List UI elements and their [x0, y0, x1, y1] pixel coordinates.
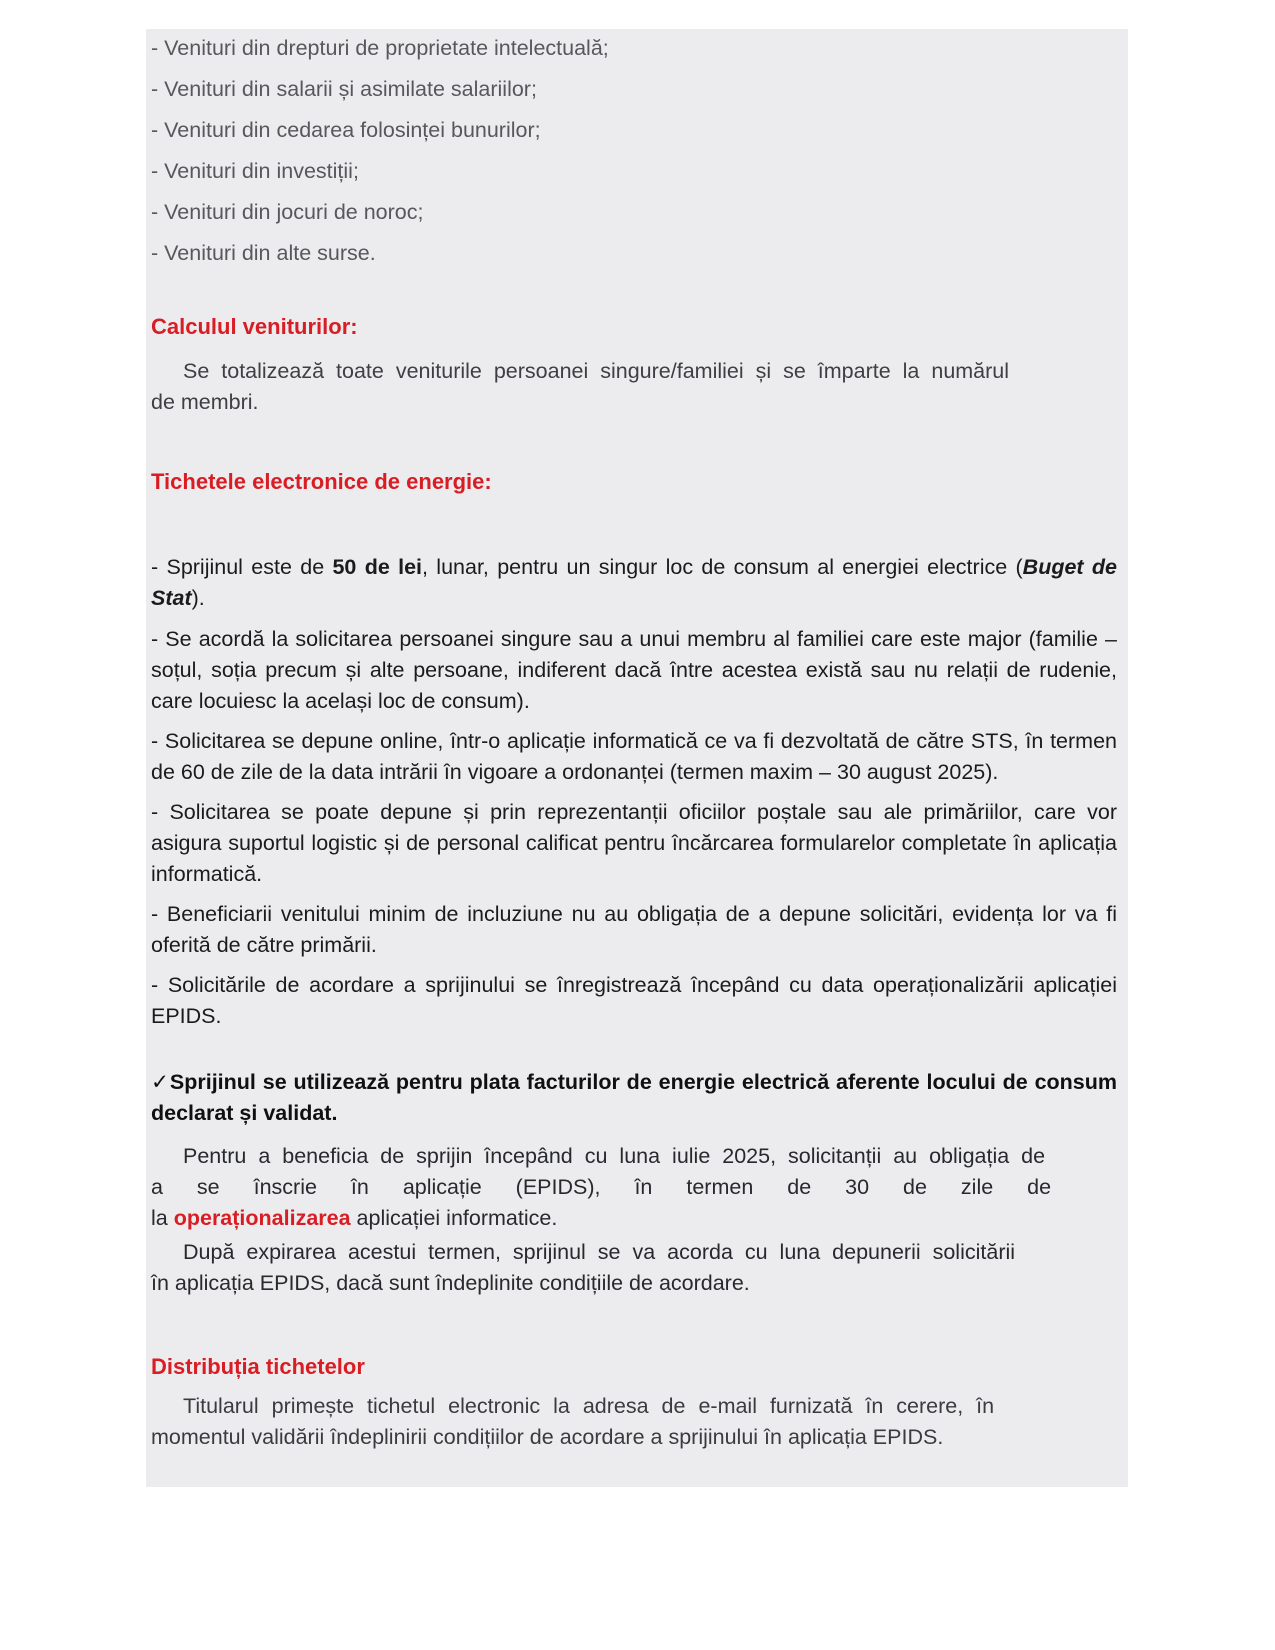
income-list-item-investments: - Venituri din investiții; — [151, 159, 359, 183]
heading-tichetele-electronice: Tichetele electronice de energie: — [151, 469, 492, 494]
paragraph-inscriere-epids — [151, 1141, 1117, 1234]
heading-calculul-veniturilor: Calculul veniturilor: — [151, 314, 358, 339]
paragraph-utilizare-sprijin — [151, 1067, 1117, 1129]
income-list-item-other-sources: - Venituri din alte surse. — [151, 241, 376, 265]
bullet-sprijin-text-mid: , lunar, pentru un singur loc de consum al energiei electrice ( — [422, 555, 1023, 579]
inscriere-line2: a se înscrie în aplicație (EPIDS), în termen de 30 de zile de — [151, 1175, 1052, 1199]
bullet-inregistrare-epids: - Solicitările de acordare a sprijinului se înregistrează începând cu data operaționalizării aplicației EPIDS. — [151, 973, 1117, 1028]
inscriere-line1: Pentru a beneficia de sprijin începând cu luna iulie 2025, solicitanții au obligația de — [183, 1144, 1046, 1168]
calcul-body-line1: Se totalizează toate veniturile persoanei singure/familiei și se împarte la numărul — [183, 359, 1010, 383]
paragraph-titular-email — [151, 1391, 1117, 1453]
bullet-sprijin-buget-bold-italic: Buget de Stat — [151, 555, 1117, 610]
inscriere-line3-end: aplicației informatice. — [350, 1206, 558, 1230]
inscriere-operationalizarea-red: operaționalizarea — [173, 1206, 351, 1230]
titular-line1: Titularul primește tichetul electronic la adresa de e-mail furnizată în cerere, în — [183, 1394, 995, 1418]
paragraph-expirare-termen — [151, 1237, 1117, 1299]
bullet-oficii-postale: - Solicitarea se poate depune și prin reprezentanții oficiilor poștale sau ale primăriilor, care vor asigura suportul logistic și de personal calificat pentru încărcarea formularelor completate în aplicația informatică. — [151, 800, 1117, 886]
expirare-line1: După expirarea acestui termen, sprijinul se va acorda cu luna depunerii solicitării — [183, 1240, 1016, 1264]
income-list-item-salaries: - Venituri din salarii și asimilate salariilor; — [151, 77, 537, 101]
income-list-item-rental: - Venituri din cedarea folosinței bunurilor; — [151, 118, 541, 142]
utilizare-bold-text: Sprijinul se utilizează pentru plata facturilor de energie electrică aferente locului de consum declarat și validat. — [151, 1070, 1118, 1125]
paragraph-calcul-body — [151, 356, 1117, 418]
bullet-sprijin-amount-bold: 50 de lei — [332, 555, 423, 579]
bullet-sprijin-text-end: ). — [191, 586, 205, 610]
inscriere-line3-start: la — [151, 1206, 174, 1230]
heading-distributia-tichetelor: Distribuția tichetelor — [151, 1354, 365, 1379]
bullet-sprijin-text-start: - Sprijinul este de — [151, 555, 333, 579]
bullet-solicitare-online: - Solicitarea se depune online, într-o aplicație informatică ce va fi dezvoltată de către STS, în termen de 60 de zile de la data intrării în vigoare a ordonanței (termen maxim – 30 august 2025). — [151, 729, 1117, 784]
income-list-item-gambling: - Venituri din jocuri de noroc; — [151, 200, 424, 224]
bullet-venit-minim-incluziune: - Beneficiarii venitului minim de incluziune nu au obligația de a depune solicitări, evidența lor va fi oferită de către primării. — [151, 902, 1117, 957]
checkmark-icon: ✓ — [151, 1070, 170, 1094]
titular-line2: momentul validării îndeplinirii condițiilor de acordare a sprijinului în aplicația EPIDS. — [151, 1425, 944, 1449]
income-list-item-intellectual-property: - Venituri din drepturi de proprietate intelectuală; — [151, 36, 609, 60]
document-content-block — [146, 29, 1128, 1487]
bullet-sprijin-50-lei — [151, 552, 1117, 614]
bullet-se-acorda: - Se acordă la solicitarea persoanei singure sau a unui membru al familiei care este major (familie – soțul, soția precum și alte persoane, indiferent dacă între acestea există sau nu relații de rudenie, care locuiesc la același loc de consum). — [151, 627, 1117, 713]
calcul-body-line2: de membri. — [151, 390, 259, 414]
expirare-line2: în aplicația EPIDS, dacă sunt îndeplinite condițiile de acordare. — [151, 1271, 750, 1295]
